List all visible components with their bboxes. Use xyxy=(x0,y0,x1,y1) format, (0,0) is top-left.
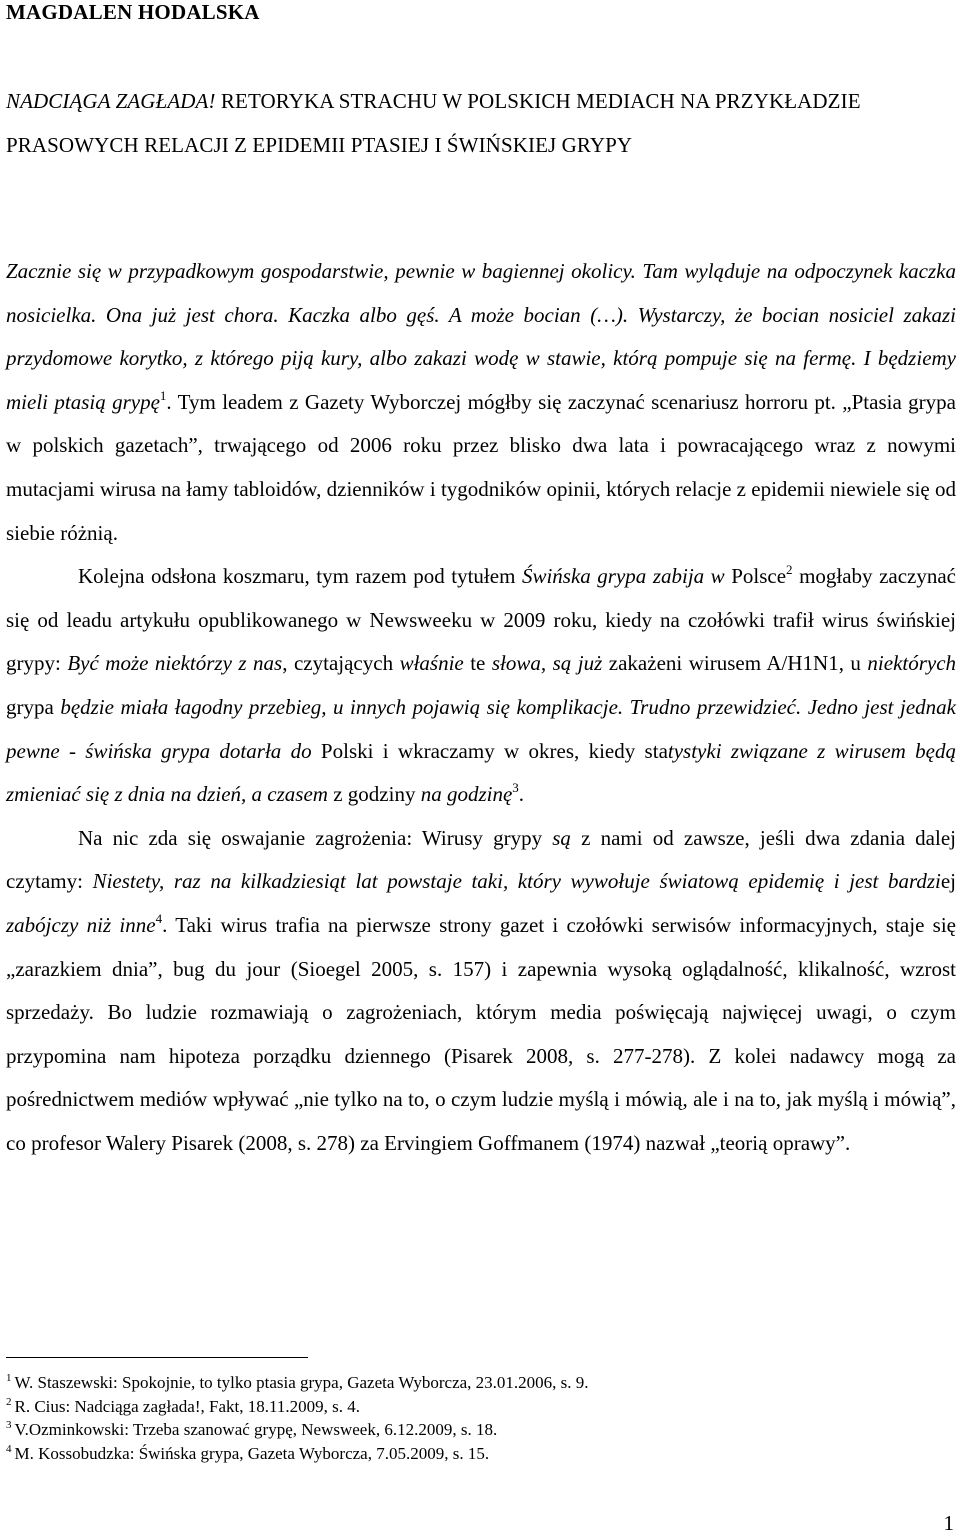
article-title xyxy=(6,79,956,167)
title-italic-part: NADCIĄGA ZAGŁADA! xyxy=(6,89,216,113)
p3-text: z nami od zawsze, jeśli dwa zdania dalej czytamy: xyxy=(6,825,956,894)
footnote-3 xyxy=(6,1418,956,1442)
p2-italic: Świńska grypa zabija w xyxy=(521,564,725,589)
article-body xyxy=(6,250,956,1165)
footnote-number: 3 xyxy=(6,1419,12,1432)
paragraph-1 xyxy=(6,250,956,555)
p2-italic: na godzinę xyxy=(420,782,513,807)
paragraph-1-text: . Tym leadem z Gazety Wyborczej mógłby się zaczynać scenariusz horroru pt. „Ptasia grypa w polskich gazetach”, trwającego od 2006 roku przez blisko dwa lata i powracającego wraz z nowymi mutacjami wirusa na łamy tabloidów, dzienników i tygodników opinii, których relacje z epidemii niewiele się od siebie różnią. xyxy=(6,389,956,545)
p3-text: ej xyxy=(940,869,956,894)
p2-text: te xyxy=(463,651,492,676)
footnote-ref-4: 4 xyxy=(155,910,163,926)
p2-italic: tystyki związane z wirusem będą zmieniać się z dnia na dzień, a czasem xyxy=(6,738,956,807)
paragraph-3 xyxy=(6,817,956,1166)
p2-text: . xyxy=(518,782,525,807)
p3-italic: są xyxy=(552,825,571,850)
footnote-number: 1 xyxy=(6,1372,12,1384)
p2-text: , czytających xyxy=(282,651,400,676)
p2-italic: Być może niektórzy z nas xyxy=(67,651,283,676)
p2-italic: właśnie xyxy=(399,651,464,676)
footnote-ref-1: 1 xyxy=(159,387,167,403)
p2-italic: będzie miała łagodny przebieg, u innych pojawią się komplikacje. Trudno przewidzieć. Jedno jest jednak pewne - świńska grypa dotarła do xyxy=(6,694,956,763)
p2-text: grypa xyxy=(6,694,61,719)
p2-text: mogłaby zaczynać się od leadu artykułu opublikowanego w Newsweeku w 2009 roku, kiedy na czołówki trafił wirus świńskiej grypy: xyxy=(6,564,956,676)
p3-italic: Niestety, raz na kilkadziesiąt lat powstaje taki, który wywołuje światową epidemię i jest bardzi xyxy=(92,869,941,894)
footnote-ref-2: 2 xyxy=(786,562,793,578)
p2-italic: niektórych xyxy=(867,651,957,676)
footnotes xyxy=(6,1371,956,1465)
p2-text: Polski i wkraczamy w okres, kiedy sta xyxy=(311,738,668,763)
footnote-text: W. Staszewski: Spokojnie, to tylko ptasia grypa, Gazeta Wyborcza, 23.01.2006, s. 9. xyxy=(14,1373,589,1392)
footnote-text: M. Kossobudzka: Świńska grypa, Gazeta Wyborcza, 7.05.2009, s. 15. xyxy=(14,1443,490,1463)
footnote-number: 4 xyxy=(6,1442,12,1455)
p3-text: . Taki wirus trafia na pierwsze strony gazet i czołówki serwisów informacyjnych, staje się „zarazkiem dnia”, bug du jour (Sioegel 2005, s. 157) i zapewnia wysoką oglądalność, klikalność, wzrost sprzedaży. Bo ludzie rozmawiają o zagrożeniach, którym media poświęcają najwięcej uwagi, o czym przypomina nam hipoteza porządku dziennego (Pisarek 2008, s. 277-278). Z kolei nadawcy mogą za pośrednictwem mediów wpływać „nie tylko na to, o czym ludzie myślą i mówią, ale i na to, jak myślą i mówią”, co profesor Walery Pisarek (2008, s. 278) za Ervingiem Goffmanem (1974) nazwał „teorią oprawy”. xyxy=(6,912,957,1155)
footnote-text: V.Ozminkowski: Trzeba szanować grypę, Newsweek, 6.12.2009, s. 18. xyxy=(14,1420,498,1440)
paragraph-2 xyxy=(6,555,956,817)
p2-italic: słowa, są już xyxy=(491,651,603,676)
footnote-4 xyxy=(6,1442,956,1466)
p2-text: z godziny xyxy=(327,782,421,807)
p2-text: zakażeni wirusem A/H1N1, u xyxy=(602,651,868,676)
footnote-text: R. Cius: Nadciąga zagłada!, Fakt, 18.11.2009, s. 4. xyxy=(14,1396,360,1416)
footnote-1 xyxy=(6,1371,956,1395)
p3-italic: zabójczy niż inne xyxy=(6,912,156,937)
footnote-number: 2 xyxy=(6,1395,12,1408)
p2-text: Polsce xyxy=(724,564,787,589)
footnote-2 xyxy=(6,1395,956,1419)
p3-text: Na nic zda się oswajanie zagrożenia: Wirusy grypy xyxy=(78,825,553,850)
footnote-separator xyxy=(6,1357,308,1358)
footnote-ref-3: 3 xyxy=(512,780,519,796)
lead-quote: Zacznie się w przypadkowym gospodarstwie, pewnie w bagiennej okolicy. Tam wyląduje na odpoczynek kaczka nosicielka. Ona już jest chora. Kaczka albo gęś. A może bocian (…). Wystarczy, że bocian nosiciel zakazi przydomowe korytko, z którego piją kury, albo zakazi wodę w stawie, którą pompuje się na fermę. I będziemy mieli ptasią grypę xyxy=(6,259,956,414)
p2-text: Kolejna odsłona koszmaru, tym razem pod tytułem xyxy=(78,564,522,589)
page-number: 1 xyxy=(943,1511,954,1535)
author-name: MAGDALEN HODALSKA xyxy=(6,0,260,24)
title-main-part: RETORYKA STRACHU W POLSKICH MEDIACH NA PRZYKŁADZIE PRASOWYCH RELACJI Z EPIDEMII PTASIEJ I ŚWIŃSKIEJ GRYPY xyxy=(6,89,861,157)
